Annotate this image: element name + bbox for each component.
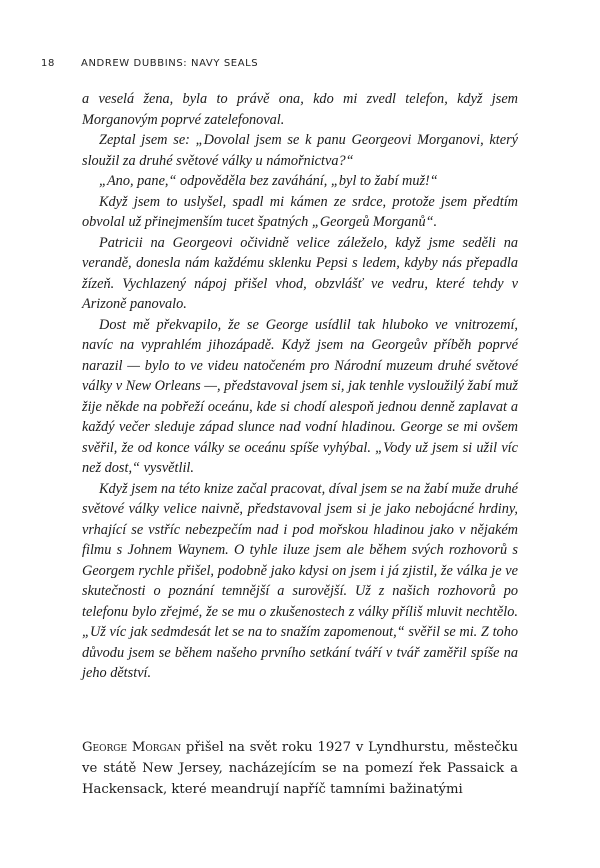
- paragraph: Dost mě překvapilo, že se George usídlil tak hluboko ve vnitrozemí, navíc na vyprahlém jihozápadě. Když jsem na Georgeův příběh poprvé narazil — bylo to ve videu natočeném pro Národní muzeum druhé světové války v New Orleans —, představoval jsem si, jak tenhle vysloužilý žabí muž žije někde na pobřeží oceánu, kde si chodí alespoň jednou denně zaplavat a každý večer sleduje západ slunce nad vodní hladinou. George se mi ovšem svěřil, že od konce války se oceánu spíše vyhýbal. „Vody už jsem si užil víc než dost,“ vysvětlil.: [82, 316, 518, 476]
- chapter-opening-text: přišel na svět roku 1927 v Lyndhurstu, městečku ve státě New Jersey, nacházejícím se na pomezí řek Passaick a Hackensack, které meandrují napříč tamními bažinatými: [82, 740, 518, 797]
- paragraph: Když jsem na této knize začal pracovat, díval jsem se na žabí muže druhé světové války velice naivně, představoval jsem si je jako nebojácné hrdiny, vrhající se vstříc nebezpečím nad i pod mořskou hladinou jako v nějakém filmu s Johnem Waynem. O tyhle iluze jsem ale během svých rozhovorů s Georgem rychle přišel, podobně jako kdysi on jsem i já zjistil, že válka je ve skutečnosti o poznání temnější a surovější. Už z našich rozhovorů po telefonu bylo zřejmé, že se mu o zkušenostech z války příliš mluvit nechtělo. „Už víc jak sedmdesát let se na to snažím zapomenout,“ svěřil se mi. Z toho důvodu jsem se během našeho prvního setkání tváří v tvář zaměřil spíše na jeho dětství.: [82, 480, 518, 681]
- paragraph-continued: a veselá žena, byla to právě ona, kdo mi zvedl telefon, když jsem Morganovým poprvé zatelefonoval.: [82, 91, 518, 128]
- running-title: ANDREW DUBBINS: NAVY SEALS: [81, 58, 259, 69]
- chapter-lead-in: George Morgan: [82, 740, 182, 755]
- running-head: [41, 58, 559, 69]
- chapter-opening: [82, 737, 518, 800]
- paragraph: Když jsem to uslyšel, spadl mi kámen ze srdce, protože jsem předtím obvolal už přinejmenším tucet špatných „Georgeů Morganů“.: [82, 193, 518, 230]
- paragraph: „Ano, pane,“ odpověděla bez zaváhání, „byl to žabí muž!“: [99, 173, 438, 189]
- chapter-opening-paragraph: [82, 737, 518, 800]
- body-text: [82, 89, 518, 684]
- paragraph: Zeptal jsem se: „Dovolal jsem se k panu Georgeovi Morganovi, který sloužil za druhé světové války u námořnictva?“: [82, 132, 518, 169]
- paragraph: Patricii na Georgeovi očividně velice záleželo, když jsme seděli na verandě, donesla nám každému sklenku Pepsi s ledem, kdyby nás přepadla žízeň. Vychlazený nápoj přišel vhod, obzvlášť ve vedru, které tehdy v Arizoně panovalo.: [82, 234, 518, 312]
- page-number: 18: [41, 58, 55, 69]
